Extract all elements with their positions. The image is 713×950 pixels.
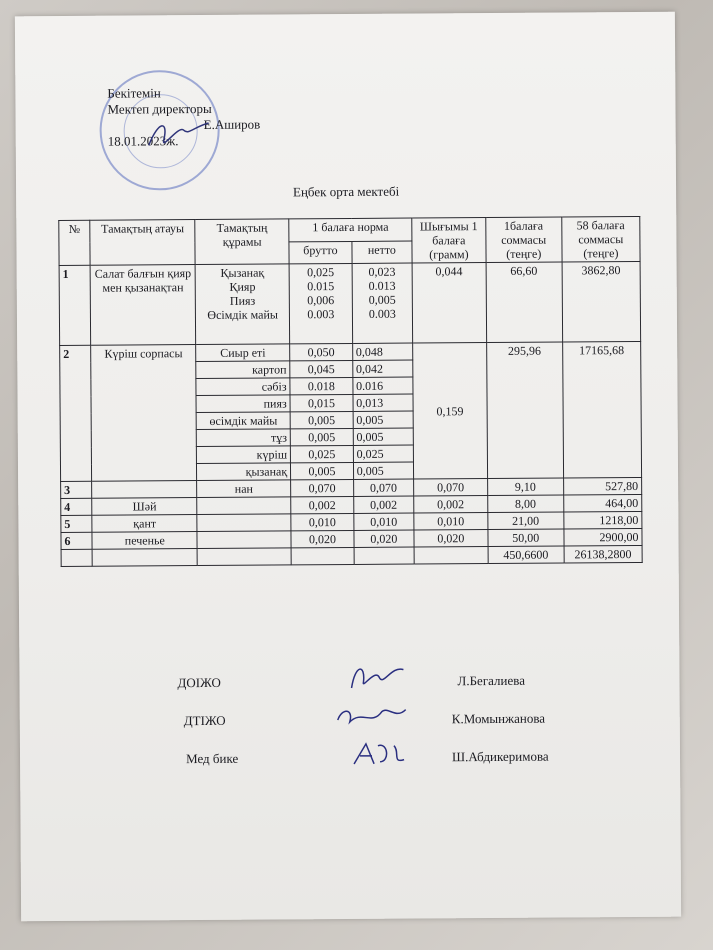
director-signature bbox=[144, 115, 214, 155]
table-row bbox=[60, 341, 641, 362]
row-sum1: 9,10 bbox=[487, 478, 563, 496]
total-row bbox=[61, 545, 642, 566]
ingredient: Пияз bbox=[229, 293, 256, 308]
gross-value: 0.018 bbox=[290, 377, 353, 394]
row-sum58: 2900,00 bbox=[564, 528, 642, 546]
gross-value: 0,045 bbox=[290, 360, 353, 377]
ingredient: қызанақ bbox=[197, 463, 291, 481]
net-value: 0,020 bbox=[354, 530, 414, 547]
gross-value: 0,005 bbox=[290, 428, 353, 445]
row-sum1: 21,00 bbox=[488, 512, 564, 530]
gross-value: 0,005 bbox=[291, 462, 354, 479]
net-value: 0,005 bbox=[353, 428, 413, 445]
row-sum1: 295,96 bbox=[486, 342, 563, 479]
row-dish: Күріш сорпасы bbox=[91, 345, 197, 482]
header-row bbox=[59, 216, 640, 243]
handwritten-signature bbox=[332, 700, 412, 735]
row-sum1: 50,00 bbox=[488, 529, 564, 547]
handwritten-signature bbox=[348, 738, 408, 770]
row-net bbox=[352, 263, 413, 343]
ingredient: Сиыр еті bbox=[196, 344, 290, 362]
net-value: 0,005 bbox=[353, 462, 413, 479]
row-sum58: 464,00 bbox=[563, 494, 641, 512]
gross-value: 0,005 bbox=[290, 411, 353, 428]
table-row bbox=[59, 261, 641, 345]
ingredient: Қызанақ bbox=[220, 265, 265, 280]
handwritten-signature bbox=[341, 660, 411, 694]
row-num: 4 bbox=[61, 498, 92, 515]
row-sum1: 8,00 bbox=[487, 495, 563, 513]
ingredient: картоп bbox=[196, 361, 290, 379]
col-sum1: 1балаға соммасы (теңге) bbox=[486, 217, 562, 263]
row-dish bbox=[92, 481, 197, 499]
row-num: 6 bbox=[61, 532, 92, 549]
col-sum58: 58 балаға соммасы (теңге) bbox=[561, 216, 640, 262]
signature-name: Л.Бегалиева bbox=[457, 672, 526, 689]
signature-row bbox=[20, 748, 680, 777]
gross-value: 0.015 bbox=[307, 279, 335, 294]
ingredient: сәбіз bbox=[196, 378, 290, 396]
row-dish: печенье bbox=[92, 532, 197, 550]
row-sum58: 17165,68 bbox=[562, 341, 641, 478]
row-consumption: 0,159 bbox=[413, 343, 488, 480]
ingredient: күріш bbox=[197, 446, 291, 464]
col-norm: 1 балаға норма bbox=[289, 218, 412, 241]
total-sum58: 26138,2800 bbox=[564, 545, 642, 563]
row-ingredients bbox=[195, 264, 289, 345]
gross-value: 0,010 bbox=[291, 513, 354, 530]
row-consumption: 0,044 bbox=[412, 263, 486, 344]
row-sum58: 527,80 bbox=[563, 477, 641, 495]
row-dish: қант bbox=[92, 515, 197, 533]
ingredient: Қияр bbox=[229, 279, 256, 294]
col-consumption: Шығымы 1 балаға (грамм) bbox=[412, 218, 486, 264]
row-num: 3 bbox=[61, 481, 92, 498]
net-value: 0,048 bbox=[352, 343, 412, 360]
col-num: № bbox=[59, 220, 91, 265]
row-consumption: 0,020 bbox=[414, 530, 488, 548]
col-dish: Тамақтың атауы bbox=[90, 220, 195, 266]
row-consumption: 0,070 bbox=[414, 479, 488, 497]
ingredient: Өсімдік майы bbox=[207, 307, 278, 322]
net-value: 0.003 bbox=[368, 306, 396, 321]
gross-value: 0,070 bbox=[291, 479, 354, 496]
ingredient: пияз bbox=[196, 395, 290, 413]
net-value: 0,005 bbox=[368, 292, 396, 307]
document-page bbox=[15, 12, 681, 922]
net-value: 0.016 bbox=[353, 377, 413, 394]
menu-table bbox=[58, 216, 642, 567]
row-gross bbox=[289, 263, 352, 343]
net-value: 0,010 bbox=[354, 513, 414, 530]
net-value: 0,005 bbox=[353, 411, 413, 428]
net-value: 0.013 bbox=[368, 278, 396, 293]
gross-value: 0,050 bbox=[290, 343, 353, 360]
approval-director-name: Е.Аширов bbox=[203, 116, 261, 132]
net-value: 0,023 bbox=[368, 264, 396, 279]
row-composition: нан bbox=[197, 480, 291, 498]
row-composition bbox=[197, 497, 291, 515]
signatures-block bbox=[19, 672, 679, 767]
row-composition bbox=[197, 531, 291, 549]
signature-role: ДТІЖО bbox=[183, 712, 226, 729]
row-num: 5 bbox=[61, 515, 92, 532]
row-composition bbox=[197, 514, 291, 532]
ingredient: өсімдік майы bbox=[196, 412, 290, 430]
signature-role: ДОІЖО bbox=[177, 674, 221, 691]
net-value: 0,070 bbox=[353, 479, 413, 496]
gross-value: 0.003 bbox=[307, 307, 335, 322]
signature-row bbox=[19, 672, 679, 701]
gross-value: 0,015 bbox=[290, 394, 353, 411]
signature-name: К.Момынжанова bbox=[451, 710, 546, 727]
row-sum1: 66,60 bbox=[486, 262, 563, 343]
gross-value: 0,002 bbox=[291, 496, 354, 513]
net-value: 0,002 bbox=[353, 496, 413, 513]
approval-date: 18.01.2023ж. bbox=[107, 133, 179, 149]
col-gross: брутто bbox=[289, 241, 352, 264]
row-dish: Салат балғын қияр мен қызанақтан bbox=[90, 265, 196, 346]
col-net: нетто bbox=[352, 241, 412, 264]
row-sum58: 1218,00 bbox=[564, 511, 642, 529]
row-sum58: 3862,80 bbox=[562, 261, 641, 342]
gross-value: 0,006 bbox=[307, 293, 335, 308]
approval-title: Бекітемін bbox=[107, 85, 161, 101]
signature-row bbox=[20, 710, 680, 739]
row-consumption: 0,010 bbox=[414, 513, 488, 531]
signature-role: Мед бике bbox=[185, 750, 239, 767]
net-value: 0,025 bbox=[353, 445, 413, 462]
net-value: 0,013 bbox=[353, 394, 413, 411]
row-num: 2 bbox=[60, 345, 92, 481]
gross-value: 0,020 bbox=[291, 530, 354, 547]
school-name: Еңбек орта мектебі bbox=[292, 183, 400, 200]
gross-value: 0,025 bbox=[307, 265, 335, 280]
row-num: 1 bbox=[59, 265, 91, 345]
ingredient: тұз bbox=[197, 429, 291, 447]
row-dish: Шәй bbox=[92, 498, 197, 516]
signature-name: Ш.Абдикеримова bbox=[451, 748, 549, 765]
row-consumption: 0,002 bbox=[414, 496, 488, 514]
net-value: 0,042 bbox=[352, 360, 412, 377]
approval-position: Мектеп директоры bbox=[107, 100, 212, 117]
gross-value: 0,025 bbox=[290, 445, 353, 462]
col-composition: Тамақтың құрамы bbox=[195, 219, 289, 265]
total-sum1: 450,6600 bbox=[488, 546, 564, 564]
